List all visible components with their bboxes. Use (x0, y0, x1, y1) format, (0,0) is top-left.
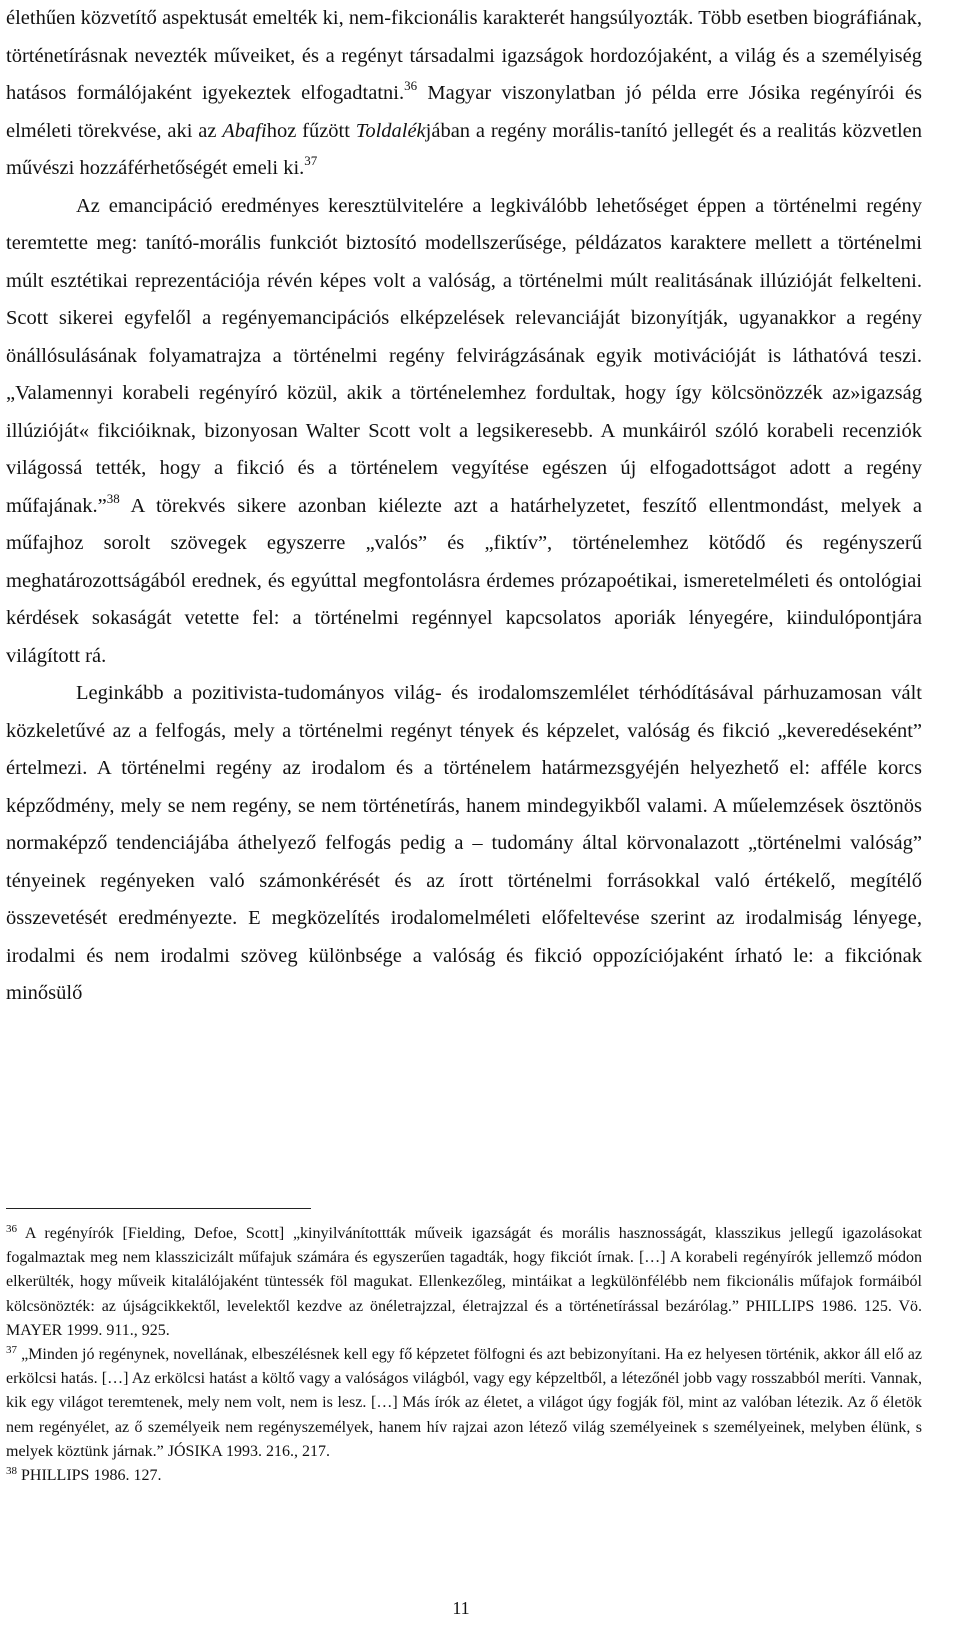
footnote-ref-38: 38 (106, 490, 120, 506)
footnote-37 (6, 1343, 922, 1464)
footnote-ref-37: 37 (304, 153, 318, 168)
footnote-ref-36: 36 (404, 78, 418, 93)
footnote-text: A regényírók [Fielding, Defoe, Scott] „kinyilvánítottták műveik igazságát és morális hasznosságát, klasszikus jellegű igazolásokat fogalmaztak meg nem klasszicizált műfajuk számára és egyszerűen tagadták, hogy fikciót írnak. […] A korabeli regényírók jellemző módon elkerülték, hogy műveik kitalálójaként tüntessék föl magukat. Ellenkezőleg, mintáikat a legkülönfélébb nem fikcionális műfajok formáiból kölcsönözték: az újságcikkektől, levelektől kezdve az önéletrajzzal, életrajzzal és a történetírással bezárólag.” PHILLIPS 1986. 125. Vö. MAYER 1999. 911., 925. (6, 1225, 922, 1339)
paragraph-text: A törekvés sikere azonban kiélezte azt a határhelyzetet, feszítő ellentmondást, melyek a műfajhoz sorolt szövegek egyszerre „valós” és „fiktív”, történelemhez kötődő és regényszerű meghatározottságából erednek, és egyúttal megfontolásra érdemes prózapoétikai, ismeretelméleti és ontológiai kérdések sokaságát vetette fel: a történelmi regénnyel kapcsolatos aporiák lényegére, kiindulópontjára világított rá. (6, 494, 922, 667)
footnote-38 (6, 1464, 922, 1488)
footnote-number: 38 (6, 1465, 17, 1478)
footnote-number: 36 (6, 1223, 17, 1235)
italic-title-toldalek: Toldalék (355, 119, 426, 142)
footnote-number: 37 (6, 1344, 17, 1357)
footnotes (6, 1222, 922, 1488)
paragraph-text: jában a regény morális-tanító jellegét és a realitás közvetlen művészi hozzáférhetőségét emeli ki. (6, 119, 922, 179)
paragraph-2 (6, 188, 922, 676)
footnote-separator (6, 1208, 311, 1209)
page-number: 11 (452, 1598, 470, 1618)
paragraph-text: Az emancipáció eredményes keresztülvitelére a legkiválóbb lehetőséget éppen a történelmi regény teremtette meg: tanító-morális funkciót biztosító modellszerűsége, példázatos karaktere mellett a történelmi múlt esztétikai reprezentációja révén képes volt a valóság, a történelmi múlt realitásának illúzióját felkelteni. Scott sikerei egyfelől a regényemancipációs elképzelések relevanciáját bizonyítják, ugyanakkor a regény önállósulásának folyamatrajza a történelmi regény felvirágzásának egyik motivációját is láthatóvá teszi. „Valamennyi korabeli regényíró közül, akik a történelemhez fordultak, hogy így kölcsönözzék az»igazság illúzióját« fikcióiknak, bizonyosan Walter Scott volt a legsikeresebb. A munkáiról szóló korabeli recenziók világossá tették, hogy a fikció és a történelem vegyítése egészen új elfogadottságot adott a regény műfajának.” (6, 194, 922, 517)
body-text (6, 0, 922, 1013)
italic-title-abafi: Abafi (222, 119, 267, 142)
paragraph-1 (6, 0, 922, 188)
paragraph-3: Leginkább a pozitivista-tudományos világ- és irodalomszemlélet térhódításával párhuzamosan vált közkeletűvé az a felfogás, mely a történelmi regényt tények és képzelet, valóság és fikció „keveredéseként” értelmezi. A történelmi regény az irodalom és a történelem határmezsgyéjén helyezhető el: afféle korcs képződmény, mely se nem regény, se nem történetírás, hanem mindegyikből valami. A műelemzések ösztönös normaképző tendenciájába áthelyező felfogás pedig a – tudomány által körvonalazott „történelmi valóság” tényeinek regényeken való számonkérését és az írott történelmi forrásokkal való értékelő, megítélő összevetését eredményezte. E megközelítés irodalomelméleti előfeltevése szerint az irodalmiság lényege, irodalmi és nem irodalmi szöveg különbsége a valóság és fikció oppozíciójaként írható le: a fikciónak minősülő (6, 682, 922, 1004)
paragraph-text: hoz fűzött (266, 119, 356, 142)
paragraph-text: Magyar viszonylatban jó példa erre Jósika regényírói és elméleti törekvése, aki az (6, 82, 923, 142)
footnote-text: PHILLIPS 1986. 127. (17, 1467, 162, 1485)
paragraph-text: élethűen közvetítő aspektusát emelték ki, nem-fikcionális karakterét hangsúlyozták. Több esetben biográfiának, történetírásnak nevezték műveiket, és a regényt társadalmi igazságok hordozójaként, a világ és a személyiség hatásos formálójaként igyekeztek elfogadtatni. (6, 7, 922, 104)
footnote-text: „Minden jó regénynek, novellának, elbeszélésnek kell egy fő képzetet fölfogni és azt bebizonyítani. Ha ez helyesen történik, akkor áll elő az erkölcsi hatás. […] Az erkölcsi hatást a költő vagy a valóságos világból, vagy egy képzeltből, a létezőnél jobb vagy rosszabból meríti. Vannak, kik egy világot teremtenek, mely nem volt, nem is lesz. […] Más írók az életet, a világot úgy fogják föl, mint az valóban létezik. Az ő életök nem regényélet, az ő személyeik nem regényszemélyek, hanem hív rajzai azon létező világ személyeinek s személyeinek, melyben élünk, s melyek köztünk járnak.” JÓSIKA 1993. 216., 217. (6, 1346, 922, 1460)
footnote-36 (6, 1222, 922, 1343)
